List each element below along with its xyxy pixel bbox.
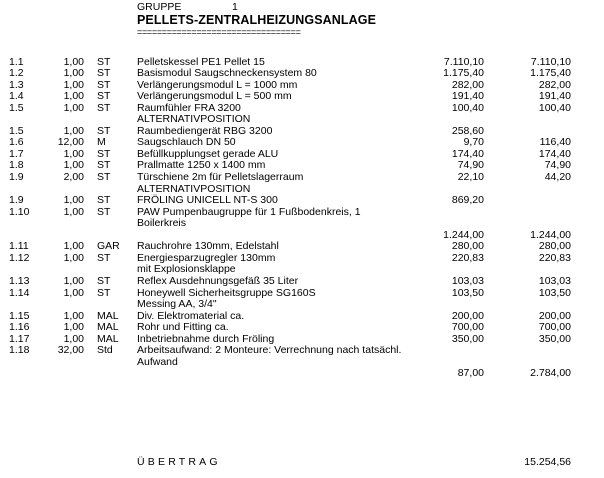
line-description: Energiesparzugregler 130mm <box>137 252 276 264</box>
line-unit: Std <box>97 344 113 356</box>
line-total-price: 103,50 <box>538 287 571 299</box>
line-unit: ST <box>97 102 111 114</box>
line-unit-price: 869,20 <box>451 194 484 206</box>
line-quantity: 1,00 <box>63 287 84 299</box>
line-total-price: 174,40 <box>538 148 571 160</box>
line-total-price: 280,00 <box>538 240 571 252</box>
title-underline: ================================= <box>137 27 301 37</box>
line-description: Arbeitsaufwand: 2 Monteure: Verrechnung nach tatsächl. <box>137 344 402 356</box>
line-unit-price: 87,00 <box>457 367 484 379</box>
line-unit-price: 174,40 <box>451 148 484 160</box>
line-total-price: 116,40 <box>539 136 571 148</box>
line-description: Messing AA, 3/4" <box>137 298 217 310</box>
carry-over-total: 15.254,56 <box>524 456 571 468</box>
line-description: Inbetriebnahme durch Fröling <box>137 333 275 345</box>
line-unit-price: 1.175,40 <box>443 67 484 79</box>
line-position: 1.4 <box>9 90 24 102</box>
line-description: Verlängerungsmodul L = 500 mm <box>137 90 292 102</box>
line-total-price: 191,40 <box>538 90 571 102</box>
line-unit-price: 7.110,10 <box>443 56 484 68</box>
line-description: ALTERNATIVPOSITION <box>137 113 251 125</box>
line-description: Div. Elektromaterial ca. <box>137 310 245 322</box>
line-description: Befüllkupplungset gerade ALU <box>137 148 279 160</box>
line-quantity: 2,00 <box>63 171 84 183</box>
line-unit-price: 200,00 <box>451 310 484 322</box>
line-position: 1.8 <box>9 159 24 171</box>
line-unit: ST <box>97 125 111 137</box>
line-total-price: 282,00 <box>538 79 571 91</box>
line-position: 1.3 <box>9 79 24 91</box>
line-quantity: 32,00 <box>57 344 84 356</box>
line-position: 1.14 <box>9 287 30 299</box>
line-position: 1.5 <box>9 125 24 137</box>
line-unit-price: 191,40 <box>451 90 484 102</box>
line-unit-price: 1.244,00 <box>443 229 484 241</box>
line-unit-price: 700,00 <box>451 321 484 333</box>
line-description: Pelletskessel PE1 Pellet 15 <box>137 56 265 68</box>
line-description: Raumbediengerät RBG 3200 <box>137 125 273 137</box>
line-unit: ST <box>97 287 111 299</box>
line-total-price: 220,83 <box>538 252 571 264</box>
line-total-price: 1.244,00 <box>530 229 571 241</box>
line-position: 1.13 <box>9 275 30 287</box>
line-unit-price: 22,10 <box>457 171 484 183</box>
line-total-price: 100,40 <box>538 102 571 114</box>
line-total-price: 103,03 <box>538 275 571 287</box>
line-unit-price: 280,00 <box>451 240 484 252</box>
line-quantity: 1,00 <box>63 148 84 160</box>
group-number: 1 <box>232 1 238 13</box>
line-unit: MAL <box>97 321 119 333</box>
line-position: 1.18 <box>9 344 30 356</box>
line-position: 1.9 <box>9 194 24 206</box>
line-unit-price: 350,00 <box>451 333 484 345</box>
line-unit-price: 282,00 <box>451 79 484 91</box>
line-quantity: 1,00 <box>63 240 84 252</box>
line-description: mit Explosionsklappe <box>137 263 236 275</box>
line-quantity: 12,00 <box>57 136 84 148</box>
line-total-price: 74,90 <box>544 159 571 171</box>
line-description: Raumfühler FRA 3200 <box>137 102 241 114</box>
line-quantity: 1,00 <box>63 194 84 206</box>
line-unit: ST <box>97 148 111 160</box>
line-unit-price: 103,50 <box>451 287 484 299</box>
line-description: ALTERNATIVPOSITION <box>137 183 251 195</box>
line-quantity: 1,00 <box>63 102 84 114</box>
line-description: Basismodul Saugschneckensystem 80 <box>137 67 317 79</box>
line-unit: M <box>97 136 106 148</box>
line-quantity: 1,00 <box>63 90 84 102</box>
line-unit-price: 74,90 <box>457 159 484 171</box>
line-unit-price: 100,40 <box>451 102 484 114</box>
line-quantity: 1,00 <box>63 275 84 287</box>
line-total-price: 350,00 <box>538 333 571 345</box>
line-unit: MAL <box>97 310 119 322</box>
line-unit: ST <box>97 79 111 91</box>
line-description: Rauchrohre 130mm, Edelstahl <box>137 240 279 252</box>
line-description: Prallmatte 1250 x 1400 mm <box>137 159 266 171</box>
line-description: Reflex Ausdehnungsgefäß 35 Liter <box>137 275 299 287</box>
line-description: Rohr und Fitting ca. <box>137 321 229 333</box>
line-position: 1.7 <box>9 148 24 160</box>
line-position: 1.6 <box>9 136 24 148</box>
line-position: 1.1 <box>9 56 24 68</box>
line-description: PAW Pumpenbaugruppe für 1 Fußbodenkreis, 1 <box>137 206 361 218</box>
line-total-price: 200,00 <box>538 310 571 322</box>
line-unit: ST <box>97 194 111 206</box>
line-total-price: 1.175,40 <box>530 67 571 79</box>
line-unit: ST <box>97 275 111 287</box>
line-description: Aufwand <box>137 356 178 368</box>
line-quantity: 1,00 <box>63 125 84 137</box>
line-quantity: 1,00 <box>63 310 84 322</box>
line-unit: ST <box>97 159 111 171</box>
line-description: Saugschlauch DN 50 <box>137 136 236 148</box>
section-title: PELLETS-ZENTRALHEIZUNGSANLAGE <box>137 13 377 27</box>
line-unit: MAL <box>97 333 119 345</box>
line-position: 1.16 <box>9 321 30 333</box>
line-position: 1.15 <box>9 310 30 322</box>
line-position: 1.9 <box>9 171 24 183</box>
line-quantity: 1,00 <box>63 333 84 345</box>
line-position: 1.17 <box>9 333 30 345</box>
line-unit-price: 258,60 <box>451 125 484 137</box>
line-unit-price: 9,70 <box>463 136 484 148</box>
line-description: Honeywell Sicherheitsgruppe SG160S <box>137 287 316 299</box>
line-position: 1.12 <box>9 252 30 264</box>
line-description: Boilerkreis <box>137 217 187 229</box>
line-position: 1.5 <box>9 102 24 114</box>
line-unit: ST <box>97 206 111 218</box>
line-position: 1.10 <box>9 206 30 218</box>
line-total-price: 44,20 <box>544 171 571 183</box>
line-quantity: 1,00 <box>63 206 84 218</box>
line-unit: GAR <box>97 240 120 252</box>
line-total-price: 700,00 <box>538 321 571 333</box>
line-quantity: 1,00 <box>63 67 84 79</box>
line-quantity: 1,00 <box>63 79 84 91</box>
line-position: 1.2 <box>9 67 24 79</box>
line-unit: ST <box>97 67 111 79</box>
line-unit: ST <box>97 56 111 68</box>
carry-over-label: ÜBERTRAG <box>137 456 221 468</box>
line-unit: ST <box>97 171 111 183</box>
line-total-price: 2.784,00 <box>530 367 571 379</box>
line-quantity: 1,00 <box>63 252 84 264</box>
line-total-price: 7.110,10 <box>530 56 571 68</box>
line-unit-price: 220,83 <box>451 252 484 264</box>
line-unit: ST <box>97 252 111 264</box>
line-description: Verlängerungsmodul L = 1000 mm <box>137 79 298 91</box>
group-label: GRUPPE <box>137 1 182 13</box>
line-position: 1.11 <box>9 240 29 252</box>
line-quantity: 1,00 <box>63 159 84 171</box>
line-unit: ST <box>97 90 111 102</box>
line-description: FRÖLING UNICELL NT-S 300 <box>137 194 278 206</box>
line-description: Türschiene 2m für Pelletslagerraum <box>137 171 304 183</box>
line-quantity: 1,00 <box>63 321 84 333</box>
line-unit-price: 103,03 <box>451 275 484 287</box>
line-quantity: 1,00 <box>63 56 84 68</box>
